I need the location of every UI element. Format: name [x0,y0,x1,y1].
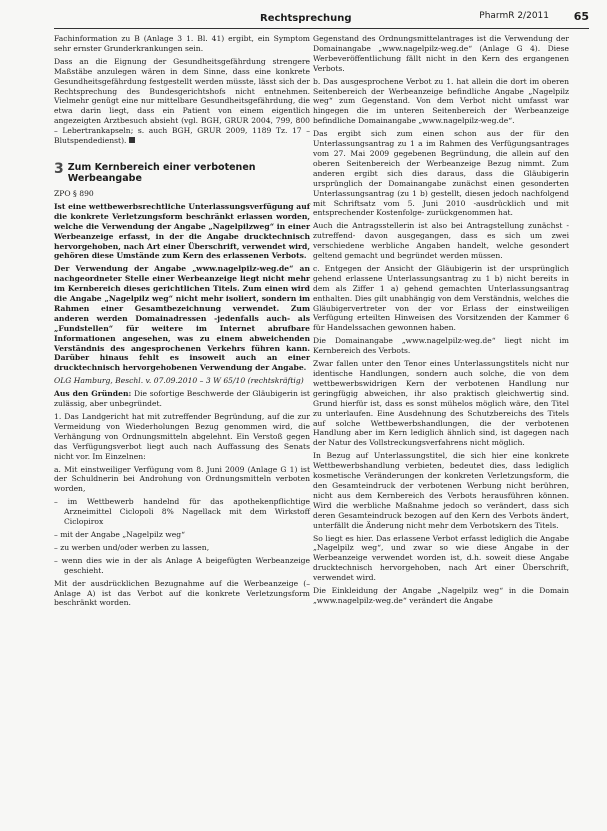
paragraph: a. Mit einstweiliger Verfügung vom 8. Juni 2009 (Anlage G 1) ist der Schuldnerin bei Androhung von Ordnungsmitteln verboten worden, [54,464,310,494]
paragraph [54,57,310,146]
paragraph: Mit der ausdrücklichen Bezugnahme auf die Werbeanzeige (– Anlage A) ist das Verbot auf die konkrete Verletzungsform beschränkt worden. [54,578,310,608]
grounds-text: Die sofortige Beschwerde der Gläubigerin ist zulässig, aber unbegründet. [54,389,310,409]
paragraph-text: Dass an die Eignung der Gesundheitsgefährdung strengere Maßstäbe anzulegen wären in dem Sinne, dass eine konkrete Gesundheitsgefährdung festgestellt werden müsste, lässt sich der Rechtsprechung des Bundesgerichtshofs nicht entnehmen. Vielmehr genügt eine nur mittelbare Gesundheitsgefährdung, die etwa darin liegt, dass ein Patient von einem eigentlich angezeigten Arztbesuch absieht (vgl. BGH, GRUR 2004, 799, 800 – Lebertrankapseln; s. auch BGH, GRUR 2009, 1189 Tz. 17 – Blutspendedienst). [54,56,310,146]
right-column [313,34,569,609]
headnote: Der Verwendung der Angabe „www.nagelpilz-weg.de“ an nachgeordneter Stelle einer Werbeanzeige liegt nicht mehr im Kernbereich dieses gerichtlichen Titels. Zum einen wird die Angabe „Nagelpilz weg“ nicht mehr isoliert, sondern im Rahmen einer Gesamtbezeichnung verwendet. Zum anderen werden Domainadressen -jedenfalls auch- als „Fundstellen“ für weitere im Internet abrufbare Informationen angesehen, was zu einem abweichenden Verständnis des angesprochenen Verkehrs führen kann. Darüber hinaus fehlt es insoweit auch an einer drucktechnisch hervorgehobenen Verwendung der Angabe. [54,264,310,373]
section-number: 3 [54,160,64,177]
grounds-heading: Aus den Gründen: [54,389,132,399]
list-item: – mit der Angabe „Nagelpilz weg“ [54,529,185,539]
left-column [54,34,310,611]
paragraph: Gegenstand des Ordnungsmittelantrages ist die Verwendung der Domainangabe „www.nagelpilz-weg.de“ (Anlage G 4). Diese Werbeveröffentlichung fällt nicht in den Kern des ergangenen Verbots. [313,34,569,73]
statute-reference: ZPO § 890 [54,188,94,198]
section-heading [54,162,310,184]
paragraph: So liegt es hier. Das erlassene Verbot erfasst lediglich die Angabe „Nagelpilz weg“, und zwar so wie diese Angabe in der Werbeanzeige verwendet worden ist, d.h. soweit diese Angabe drucktechnisch hervorgehoben, nach Art einer Überschrift, verwendet wird. [313,533,569,583]
grounds-intro [54,389,310,409]
paragraph: Das ergibt sich zum einen schon aus der für den Unterlassungsantrag zu 1 a im Rahmen des Verfügungsantrages vom 27. Mai 2009 gegebenen Begründung, die allein auf den oberen Seitenbereich der Werbeanzeige Bezug nimmt. Zum anderen ergibt sich dies daraus, dass die Gläubigerin ursprünglich der Domainangabe zunächst einen gesonderten Unterlassungsantrag (zu 1 b) gestellt, diesen jedoch nachfolgend mit Schriftsatz vom 5. Juni 2010 -ausdrücklich und mit entsprechender Kostenfolge- zurückgenommen hat. [313,129,569,218]
paragraph: Fachinformation zu B (Anlage 3 1. Bl. 41) ergibt, ein Symptom sehr ernster Grunderkrankungen sein. [54,34,310,53]
court-citation: OLG Hamburg, Beschl. v. 07.09.2010 – 3 W 65/10 (rechtskräftig) [54,376,304,386]
page-number: 65 [573,10,589,23]
paragraph: Zwar fallen unter den Tenor eines Unterlassungstitels nicht nur identische Handlungen, sondern auch solche, die von dem wettbewerbswidrigen Kern der verbotenen Handlung nur geringfügig abweichen, ihr also praktisch gleichwertig sind. Grund hierfür ist, dass es sonst mühelos möglich wäre, den Titel zu unterlaufen. Eine Ausdehnung des Schutzbereichs des Titels auf solche Wettbewerbshandlungen, die der verbotenen Handlung aber im Kern lediglich ähnlich sind, ist dagegen nach der Natur des Vollstreckungsverfahrens nicht möglich. [313,359,569,448]
list-item: – zu werben und/oder werben zu lassen, [54,542,210,552]
list-item: – im Wettbewerb handelnd für das apothekenpflichtige Arzneimittel Ciclopoli 8% Nagellack mit dem Wirkstoff Ciclopirox [54,497,310,527]
paragraph: Die Domainangabe „www.nagelpilz-weg.de“ liegt nicht im Kernbereich des Verbots. [313,336,569,356]
running-head-journal: PharmR 2/2011 [479,11,549,21]
list-item: – wenn dies wie in der als Anlage A beigefügten Werbeanzeige geschieht. [54,555,310,575]
paragraph: Die Einkleidung der Angabe „Nagelpilz weg“ in die Domain „www.nagelpilz-weg.de“ verändert die Angabe [313,586,569,605]
running-head-section: Rechtsprechung [260,13,352,24]
paragraph: b. Das ausgesprochene Verbot zu 1. hat allein die dort im oberen Seitenbereich der Werbeanzeige befindliche Angabe „Nagelpilz weg“ zum Gegenstand. Von dem Verbot nicht umfasst war hingegen die im unteren Seitenbereich der Werbeanzeige befindliche Domainangabe „www.nagelpilz-weg.de“. [313,76,569,126]
paragraph: Auch die Antragsstellerin ist also bei Antragstellung zunächst -zutreffend- davon ausgegangen, dass es sich um zwei verschiedene werbliche Angaben handelt, welche gesondert geltend gemacht und begründet werden müssen. [313,221,569,261]
end-of-article-mark [129,137,135,143]
paragraph: In Bezug auf Unterlassungstitel, die sich hier eine konkrete Wettbewerbshandlung verbieten, bedeutet dies, dass lediglich kosmetische Veränderungen der konkreten Verletzungsform, die den Gesamteindruck der verbotenen Werbung nicht berühren, nicht aus dem Kernbereich des Verbots herausführen können. Wird die werbliche Maßnahme jedoch so verändert, dass sich deren Gesamteindruck bezogen auf den Kern des Verbots ändert, unterfällt die Änderung nicht mehr dem Verbotskern des Titels. [313,451,569,530]
header-divider [54,28,589,29]
paragraph: 1. Das Landgericht hat mit zutreffender Begründung, auf die zur Vermeidung von Wiederholungen Bezug genommen wird, die Verhängung von Ordnungsmitteln abgelehnt. Ein Verstoß gegen das Verfügungsverbot liegt auch nach Auffassung des Senats nicht vor. Im Einzelnen: [54,412,310,461]
paragraph: c. Entgegen der Ansicht der Gläubigerin ist der ursprünglich gehend erlassene Unterlassungsantrag zu 1 b) nicht bereits in dem als Ziffer 1 a) gehend gemachten Unterlassungsantrag enthalten. Dies gilt unabhängig von dem Verständnis, welches die Gläubigervertreter von der vor Erlass der einstweiligen Verfügung erteilten Hinweisen des Vorsitzenden der Kammer 6 für Handelssachen gewonnen haben. [313,263,569,333]
section-title: Zum Kernbereich einer verbotenen Werbeangabe [67,161,256,184]
headnote: Ist eine wettbewerbsrechtliche Unterlassungsverfügung auf die konkrete Verletzungsform beschränkt erlassen worden, welche die Verwendung der Angabe „Nagelpilzweg“ in einer Werbeanzeige erfasst, in der die Angabe drucktechnisch hervorgehoben, nach Art einer Überschrift, verwendet wird, gehören diese Umstände zum Kern des erlassenen Verbots. [54,201,310,261]
